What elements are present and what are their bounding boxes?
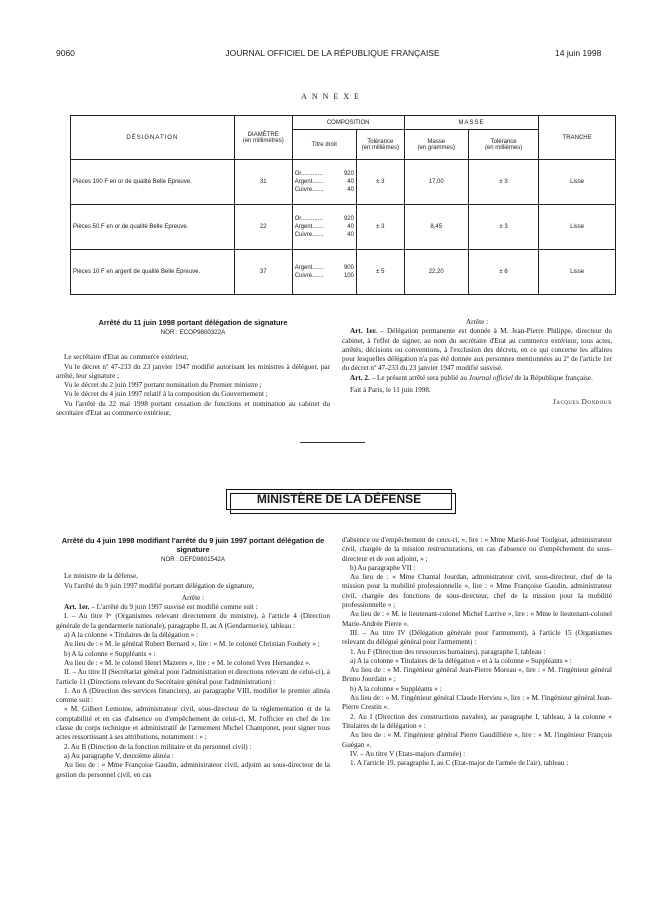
- header-composition: COMPOSITION: [292, 116, 404, 130]
- arrete-title: Arrêté du 11 juin 1998 portant délégation de signature: [98, 318, 288, 327]
- article-2: Art. 2. – Le présent arrêté sera publié au Journal officiel de la République française.: [350, 373, 593, 382]
- signature-name: Jacques Dondoux: [553, 398, 612, 407]
- page-number: 9060: [56, 48, 75, 58]
- header-tolerance-masse: Tolérance (en millièmes): [468, 130, 538, 160]
- header-titre-droit: Titre droit: [292, 130, 356, 160]
- header-tranche: TRANCHE: [539, 116, 616, 160]
- header-designation: DÉSIGNATION: [71, 116, 235, 160]
- issue-date: 14 juin 1998: [555, 48, 602, 58]
- table-row: Pièces 100 F en or de qualité Belle Epreuve. 31 Or............. 920 Argent....... 40 Cuivre....... 40 ± 3 17,00 ± 3 Lisse: [71, 160, 616, 205]
- signature-place-date: Fait à Paris, le 11 juin 1998.: [350, 386, 431, 395]
- arrete-defense-right: d'absence ou d'empêchement de ceux-ci, », lire : « Mme Marie-José Toulgoat, administrateur civil, chargée de la mission restructurations, en cas d'absence ou d'empêchement du sous-directeur et de son adjoint, » ; b) Au paragraphe VII : Au lieu de : « Mme Chantal Jourdan, administrateur civil, sous-directeur, chef de la mission pour la mobilité professionnelle », lire : « Mme Françoise Gaudin, administrateur civil, chargée des fonctions de sous-directeur, chef de la mission pour la mobilité professionnelle » ; Au lieu de : « M. le lieutenant-colonel Michel Larrive », lire : « Mme le lieutenant-colonel Marie-Andrée Pierre ». III. – Au titre IV (Délégation générale pour l'armement), à l'article 15 (Organismes relevant du délégué général pour l'armement) : 1. Au F (Direction des ressources humaines), paragraphe I, tableau : a) A la colonne « Titulaires de la délégation » et à la colonne « Suppléants » : Au lieu de : « M. l'ingénieur général Jean-Pierre Moreau », lire : « M. l'ingénieur général Bruno Jourdain » ; b) A la colonne « Suppléants » : Au lieu de : « M. l'ingénieur général Claude Hervieu », lire : « M. l'ingénieur général Jean-Pierre Crestin ». 2. Au I (Direction des constructions navales), au paragraphe I, tableau, à la colonne « Titulaires de la délégation » : Au lieu de : « M. l'ingénieur général Pierre Gaudillière », lire : « M. l'ingénieur François Guégan ». IV. – Au titre V (Etats-majors d'armée) : 1. A l'article 19, paragraphe I, au C (Etat-major de l'armée de l'air), tableau :: [342, 536, 612, 768]
- annex-title: ANNEXE: [301, 92, 364, 101]
- table-row: Pièces 50 F en or de qualité Belle Epreuve. 22 Or............. 920 Argent....... 40 Cuivre....... 40 ± 3 8,45 ± 3 Lisse: [71, 205, 616, 250]
- header-diametre: DIAMÈTRE (en millimètres): [234, 116, 292, 160]
- coin-specification-table: [70, 115, 616, 295]
- header-tolerance: Tolérance (en millièmes): [356, 130, 404, 160]
- table-row: Pièces 10 F en argent de qualité Belle Epreuve. 37 Argent....... 900 Cuivre....... 100 ± 5 22,20 ± 6 Lisse: [71, 250, 616, 295]
- header-masse: Masse (en grammes): [404, 130, 468, 160]
- header-masse-group: MASSE: [404, 116, 539, 130]
- arrete-commerce-right: [342, 318, 612, 408]
- nor-reference: NOR : ECOP9800322A: [160, 329, 226, 336]
- article-1: Art. 1er. – L'arrêté du 9 juin 1997 susvisé est modifié comme suit :: [64, 603, 258, 612]
- arrete-commerce-left: Arrêté du 11 juin 1998 portant délégation de signature NOR : ECOP9800322A Le secrétaire d'Etat au commerce extérieur, Vu le décret nº 47-233 du 23 janvier 1947 modifié autorisant les ministres à déléguer, par arrêté, leur signature ; Vu le décret du 2 juin 1997 portant nomination du Premier ministre ; Vu le décret du 4 juin 1997 relatif à la composition du Gouvernement ; Vu l'arrêté du 22 mai 1998 portant cessation de fonctions et nomination au cabinet du secrétaire d'Etat au commerce extérieur,: [56, 318, 330, 418]
- ministry-heading: MINISTÈRE DE LA DÉFENSE: [226, 489, 452, 510]
- nor-reference: NOR : DEFD9801542A: [161, 556, 225, 563]
- arrete-label: Arrête :: [465, 318, 489, 326]
- arrete-label: Arrête :: [181, 593, 205, 602]
- arrete-defense-left: Arrêté du 4 juin 1998 modifiant l'arrêté du 9 juin 1997 portant délégation de signature NOR : DEFD9801542A Le ministre de la défense, Vu l'arrêté du 9 juin 1997 modifié portant délégation de signature, Arrête : Art. 1er. – L'arrêté du 9 juin 1997 susvisé est modifié comme suit : I. – Au titre Iᵉʳ (Organismes relevant directement du ministre), à l'article 4 (Direction générale de la gendarmerie nationale), paragraphe II, au A (Gendarmerie), tableau : a) A la colonne « Titulaires de la délégation » : Au lieu de : « M. le général Robert Bernard », lire : « M. le colonel Christian Fouhety » ; b) A la colonne « Suppléants » : Au lieu de : « M. le colonel Henri Mazeres », lire : « M. le colonel Yves Hernandez ». II. – Au titre II (Secrétariat général pour l'administration et directions relevant de celui-ci), à l'article 11 (Directions relevant du Secrétaire général pour l'administration) : 1. Au A (Direction des services financiers), au paragraphe VIII, modifier le premier alinéa comme suit : « M. Gilbert Lemoine, administrateur civil, sous-directeur de la réglementation et de la comptabilité et en cas d'absence ou d'empêchement de celui-ci, M. l'officier en chef de 1re classe du corps technique et administratif de l'armement Michel Champonet, pour signer tous actes ressortissant à ses attributions, notamment : » ; 2. Au B (Direction de la fonction militaire et du personnel civil) : a) Au paragraphe V, deuxième alinéa : Au lieu de : « Mme Françoise Gaudin, administrateur civil, adjoint au sous-directeur de la gestion du personnel civil, en cas: [56, 536, 330, 779]
- arrete-title: Arrêté du 4 juin 1998 modifiant l'arrêté du 9 juin 1997 portant délégation de signature: [61, 536, 325, 554]
- article-1: Art. 1er. – Délégation permanente est donnée à M. Jean-Pierre Philippe, directeur du cabinet, à l'effet de signer, au nom du secrétaire d'Etat au commerce extérieur, tous actes, arrêtés, décisions ou conventions, à l'exclusion des décrets, en ce qui concerne les affaires pour lesquelles délégation n'a pas été donnée aux personnes mentionnées au 2º de l'article 1er du décret nº 47-233 du 23 janvier 1947 modifié susvisé.: [342, 327, 613, 373]
- section-divider: [300, 442, 365, 443]
- journal-title: JOURNAL OFFICIEL DE LA RÉPUBLIQUE FRANÇAISE: [225, 48, 440, 58]
